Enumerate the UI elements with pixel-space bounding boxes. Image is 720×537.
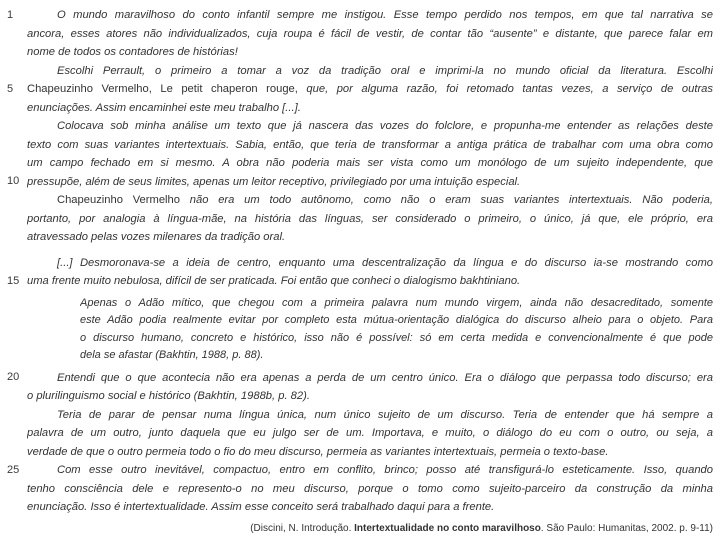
citation bbox=[27, 522, 713, 535]
text-line bbox=[27, 80, 713, 99]
paragraph bbox=[27, 254, 713, 291]
paragraph bbox=[27, 62, 713, 118]
text-line: atravessado pelas vozes milenares da tradição oral. bbox=[27, 231, 286, 243]
text-segment: Chapeuzinho Vermelho, Le petit chaperon rouge, bbox=[27, 83, 298, 95]
line-number: 5 bbox=[7, 83, 14, 95]
citation-prefix: (Discini, N. Introdução. bbox=[250, 522, 355, 534]
paragraph bbox=[27, 406, 713, 462]
line-number: 15 bbox=[7, 275, 20, 287]
text-body bbox=[27, 6, 713, 535]
text-line: pressupõe, além de seus limites, apenas um leitor receptivo, privilegiado por uma intuição especial. bbox=[27, 175, 521, 188]
text-line: Colocava sob minha análise um texto que já nascera das vozes do folclore, e propunha-me entender as relações deste bbox=[57, 120, 713, 132]
text-line: portanto, por analogia à língua-mãe, na história das línguas, ser considerado o primeiro, o único, já que, ele próprio, era bbox=[27, 212, 713, 225]
text-line: dela se afastar (Bakhtin, 1988, p. 88). bbox=[80, 349, 264, 361]
citation-title: Intertextualidade no conto maravilhoso bbox=[354, 522, 541, 534]
text-line: este Adão podia realmente evitar por completo esta mútua-orientação dialógica do discurso alheio para o objeto. Para bbox=[80, 314, 713, 326]
text-line: o plurilinguismo social e histórico (Bakhtin, 1988b, p. 82). bbox=[27, 390, 310, 402]
text-line: enunciações. Assim encaminhei este meu trabalho [...]. bbox=[27, 101, 301, 114]
line-number: 25 bbox=[7, 464, 20, 476]
paragraph bbox=[27, 369, 713, 406]
text-segment: não era um todo autônomo, como não o eram suas variantes intertextuais. Não poderia, bbox=[179, 194, 713, 206]
text-line: Entendi que o que acontecia não era apenas a perda de um centro único. Era o diálogo que perpassa todo discurso; era bbox=[57, 371, 713, 384]
text-line: Apenas o Adão mítico, que chegou com a primeira palavra num mundo virgem, ainda não desacreditado, somente bbox=[80, 296, 713, 309]
text-line: Escolhi Perrault, o primeiro a tomar a voz da tradição oral e imprimi-la no mundo oficial da literatura. Escolhi bbox=[57, 64, 713, 77]
text-line: o discurso humano, concreto e histórico, isso não é possível: só em certa medida e convencionalmente é que pode bbox=[80, 331, 713, 344]
text-line: enunciação. Isso é intertextualidade. Assim esse conceito será trabalhado daqui para a frente. bbox=[27, 501, 495, 513]
citation-suffix: . São Paulo: Humanitas, 2002. p. 9-11) bbox=[540, 522, 713, 534]
text-line: O mundo maravilhoso do conto infantil sempre me instigou. Esse tempo perdido nos tempos, em que tal narrativa se bbox=[57, 9, 713, 21]
block-quote bbox=[80, 295, 713, 365]
paragraph bbox=[27, 191, 713, 247]
paragraph bbox=[27, 117, 713, 191]
text-line: tenho consciência dele e represento-o no meu discurso, porque o tomo como sujeito-parceiro da construção da minha bbox=[27, 482, 713, 495]
text-line: um campo fechado em si mesmo. A obra não poderia mais ser vista como um monólogo de um sujeito independente, que bbox=[27, 157, 713, 169]
text-line: Teria de parar de pensar numa língua única, num único sujeito de um discurso. Teria de entender que há sempre a bbox=[57, 408, 713, 421]
paragraph bbox=[27, 461, 713, 517]
text-line: nome de todos os contadores de histórias! bbox=[27, 46, 238, 58]
text-segment: que, por alguma razão, foi retomado tantas vezes, a serviço de outras bbox=[297, 83, 713, 95]
text-line bbox=[27, 191, 713, 210]
text-segment: Chapeuzinho Vermelho bbox=[57, 194, 180, 206]
text-line: verdade de que o outro permeia todo o fio do meu discurso, permeia as variantes intertextuais, permeia o texto-base. bbox=[27, 445, 609, 458]
text-line: [...] Desmoronava-se a ideia de centro, enquanto uma descentralização da língua e do discurso ia-se mostrando como bbox=[57, 256, 713, 269]
line-number: 1 bbox=[7, 9, 14, 21]
text-line: palavra de um outro, junto daquela que eu julgo ser de um. Importava, e muito, o diálogo do eu com o outro, ou seja, a bbox=[27, 427, 713, 439]
text-line: uma frente muito nebulosa, difícil de ser praticada. Foi então que conheci o dialogismo bakhtiniano. bbox=[27, 275, 521, 287]
line-number: 10 bbox=[7, 175, 20, 187]
text-line: Com esse outro inevitável, compactuo, entro em conflito, brinco; posso até transfigurá-lo esteticamente. Isso, quando bbox=[57, 464, 713, 476]
line-number: 20 bbox=[7, 371, 20, 383]
line-number-gutter bbox=[0, 0, 26, 537]
text-line: ancora, esses atores não individualizados, cuja roupa é fácil de vestir, de contar tão “ausente” e distante, que parece falar em bbox=[27, 27, 713, 40]
paragraph bbox=[27, 6, 713, 62]
text-line: texto com suas variantes intertextuais. Sabia, então, que teria de transformar a antiga prática de trabalhar com uma obra como bbox=[27, 138, 713, 151]
